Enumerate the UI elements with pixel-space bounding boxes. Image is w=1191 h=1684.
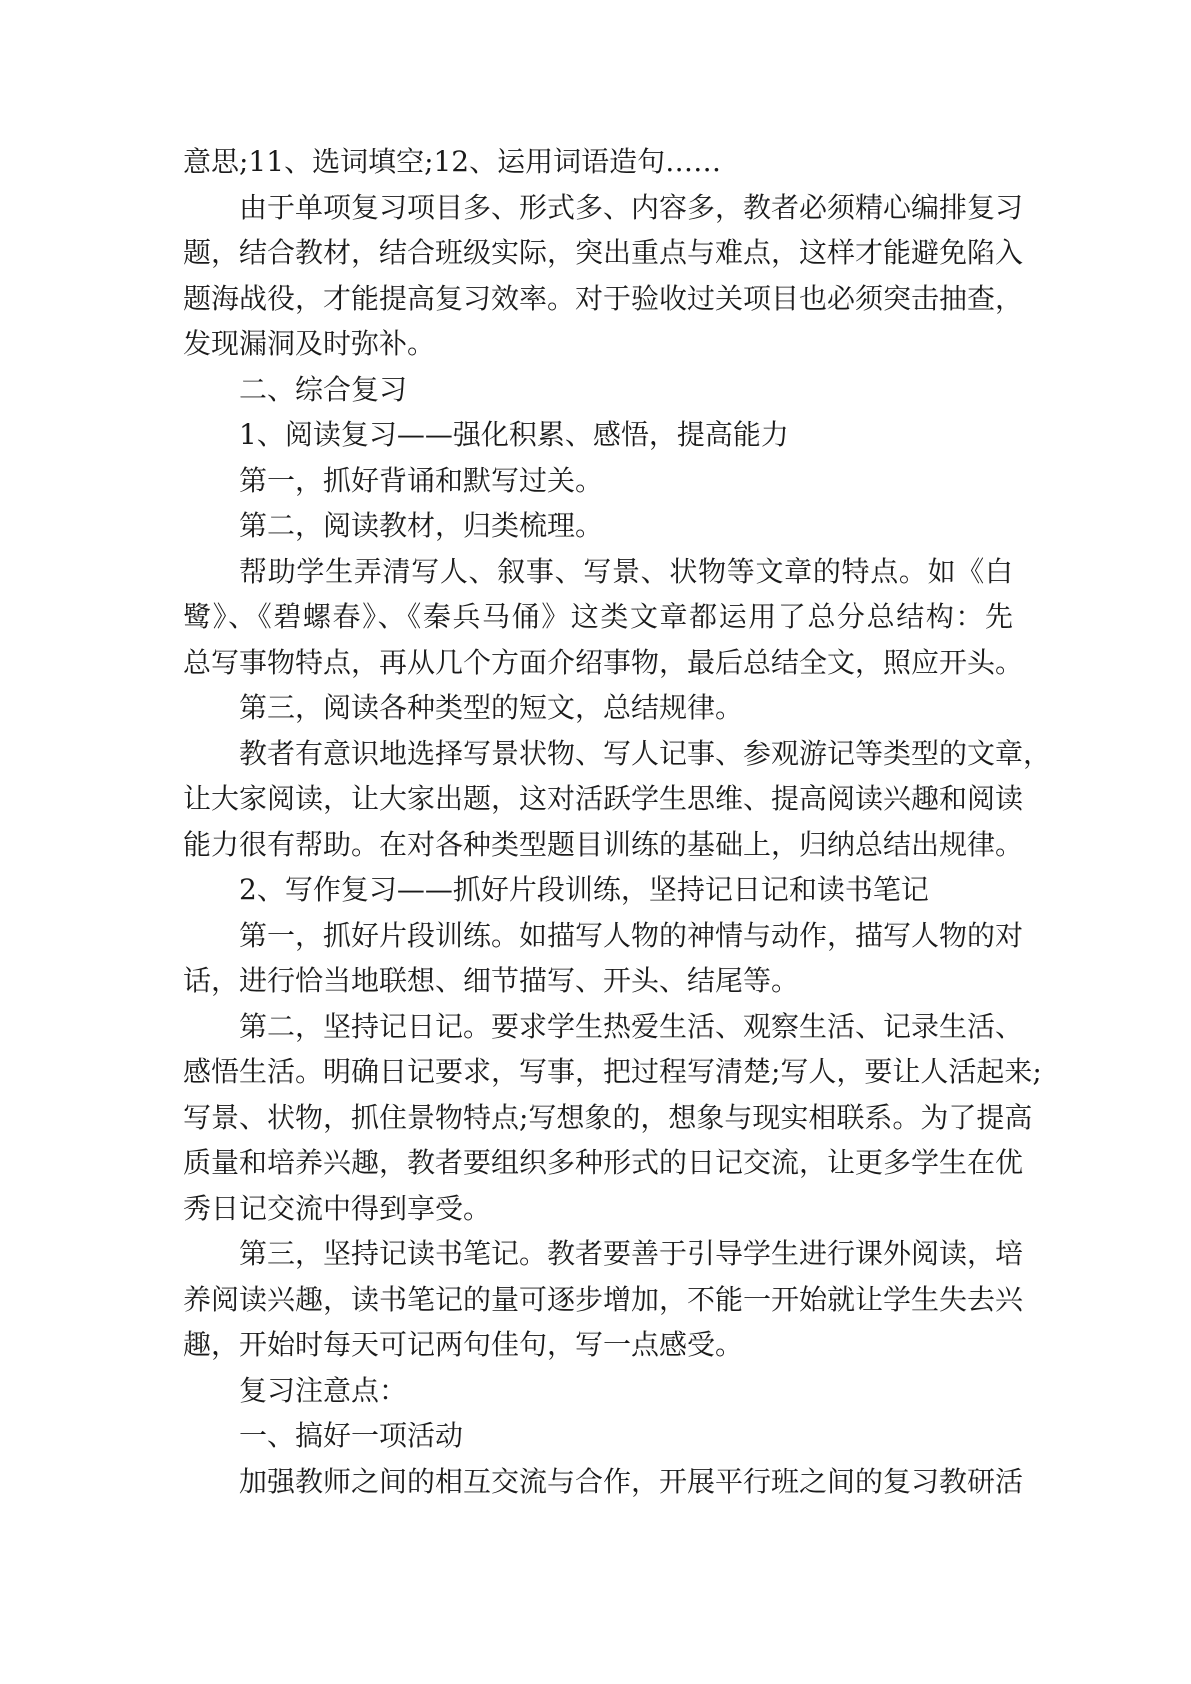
text-line: 一、搞好一项活动: [239, 1419, 464, 1452]
text-line: 秀日记交流中得到享受。: [183, 1191, 492, 1225]
text-line: 鹭》、《碧螺春》、《秦兵马俑》这类文章都运用了总分总结构：先: [183, 600, 1013, 633]
text-line: 由于单项复习项目多、形式多、内容多，教者必须精心编排复习: [239, 190, 1024, 224]
text-line: 第一，抓好片段训练。如描写人物的神情与动作，描写人物的对: [239, 918, 1024, 952]
text-line: 2、写作复习——抓好片段训练，坚持记日记和读书笔记: [239, 873, 929, 906]
text-line: 加强教师之间的相互交流与合作，开展平行班之间的复习教研活: [239, 1464, 1024, 1498]
text-line: 让大家阅读，让大家出题，这对活跃学生思维、提高阅读兴趣和阅读: [183, 782, 1024, 815]
text-line: 1、阅读复习——强化积累、感悟，提高能力: [239, 418, 789, 451]
text-line: 总写事物特点，再从几个方面介绍事物，最后总结全文，照应开头。: [183, 645, 1024, 679]
text-line: 质量和培养兴趣，教者要组织多种形式的日记交流，让更多学生在优: [183, 1146, 1024, 1179]
text-line: 话，进行恰当地联想、细节描写、开头、结尾等。: [183, 964, 800, 997]
text-line: 能力很有帮助。在对各种类型题目训练的基础上，归纳总结出规律。: [183, 827, 1024, 861]
text-line: 第二，阅读教材，归类梳理。: [239, 509, 604, 542]
text-line: 意思;11、选词填空;12、运用词语造句……: [183, 145, 722, 178]
text-line: 题，结合教材，结合班级实际，突出重点与难点，这样才能避免陷入: [183, 236, 1024, 269]
text-line: 第二，坚持记日记。要求学生热爱生活、观察生活、记录生活、: [239, 1009, 1024, 1043]
text-line: 帮助学生弄清写人、叙事、写景、状物等文章的特点。如《白: [239, 554, 1013, 588]
text-line: 二、综合复习: [239, 372, 408, 406]
text-line: 养阅读兴趣，读书笔记的量可逐步增加，不能一开始就让学生失去兴: [183, 1282, 1024, 1316]
text-line: 写景、状物，抓住景物特点;写想象的，想象与现实相联系。为了提高: [183, 1100, 1033, 1134]
text-line: 第三，坚持记读书笔记。教者要善于引导学生进行课外阅读，培: [239, 1237, 1024, 1270]
text-line: 复习注意点：: [239, 1373, 408, 1407]
document-page: [183, 139, 1052, 1504]
text-line: 趣，开始时每天可记两句佳句，写一点感受。: [183, 1328, 744, 1361]
text-line: 题海战役，才能提高复习效率。对于验收过关项目也必须突击抽查，: [183, 281, 1024, 315]
text-line: 第一，抓好背诵和默写过关。: [239, 463, 604, 497]
text-line: 教者有意识地选择写景状物、写人记事、参观游记等类型的文章，: [239, 736, 1052, 770]
text-line: 发现漏洞及时弥补。: [183, 327, 436, 360]
text-line: 第三，阅读各种类型的短文，总结规律。: [239, 691, 744, 724]
text-line: 感悟生活。明确日记要求，写事，把过程写清楚;写人，要让人活起来;: [183, 1055, 1042, 1088]
